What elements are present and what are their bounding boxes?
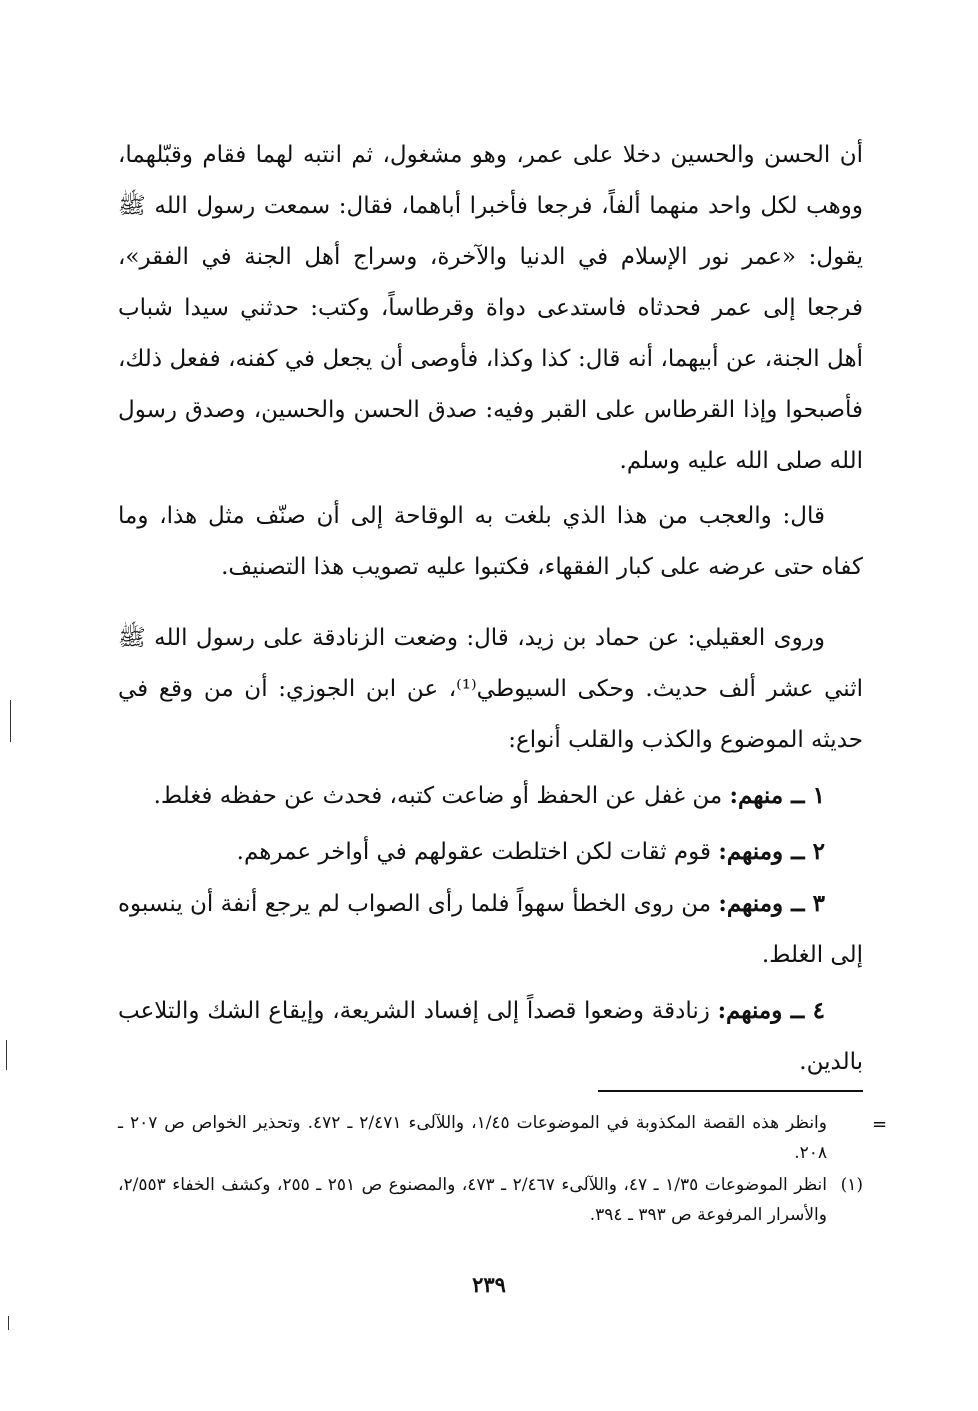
list-item-text: زنادقة وضعوا قصداً إلى إفساد الشريعة، وإيقاع الشك والتلاعب بالدين.: [118, 998, 863, 1075]
list-item-lead: ٢ ــ ومنهم:: [718, 838, 825, 865]
margin-scan-mark: [10, 700, 11, 742]
footnote-continuation-mark: =: [872, 1114, 888, 1135]
list-item-lead: ١ ــ منهم:: [729, 782, 825, 809]
list-item-lead: ٣ ــ ومنهم:: [718, 890, 825, 917]
list-item-1: [118, 770, 863, 822]
list-item-3: [118, 878, 863, 981]
main-text: [118, 130, 863, 1088]
footnotes: [118, 1108, 863, 1232]
footnote-continued-text: وانظر هذه القصة المكذوبة في الموضوعات ١/٤٥، واللآلىء ٢/٤٧١ ـ ٤٧٢. وتحذير الخواص ص ٢٠٧ ـ ٢٠٨.: [118, 1113, 827, 1163]
list-item-lead: ٤ ــ ومنهم:: [717, 997, 825, 1024]
footnote-continued: [118, 1108, 863, 1168]
list-item-text: من غفل عن الحفظ أو ضاعت كتبه، فحدث عن حفظه فغلط.: [153, 783, 730, 809]
paragraph-3: وروى العقيلي: عن حماد بن زيد، قال: وضعت الزنادقة على رسول الله ﷺ اثني عشر ألف حديث. وحكى السيوطي⁽¹⁾، عن ابن الجوزي: أن من وقع في حديثه الموضوع والكذب والقلب أنواع:: [118, 625, 863, 753]
footnote-1-text: انظر الموضوعات ١/٣٥ ـ ٤٧، واللآلىء ٢/٤٦٧ ـ ٤٧٣، والمصنوع ص ٢٥١ ـ ٢٥٥، وكشف الخفاء ٢/٥٥٣، والأسرار المرفوعة ص ٣٩٣ ـ ٣٩٤.: [118, 1175, 828, 1225]
list-item-text: قوم ثقات لكن اختلطت عقولهم في أواخر عمرهم.: [236, 839, 719, 865]
margin-scan-mark: [8, 1316, 9, 1330]
list-item-4: [118, 985, 863, 1088]
footnote-separator: [598, 1090, 863, 1092]
margin-scan-mark: [6, 1040, 7, 1070]
list-item-text: من روى الخطأ سهواً فلما رأى الصواب لم يرجع أنفة أن ينسبوه إلى الغلط.: [118, 891, 863, 968]
paragraph-1: أن الحسن والحسين دخلا على عمر، وهو مشغول، ثم انتبه لهما فقام وقبّلهما، ووهب لكل واحد منهما ألفاً، فرجعا فأخبرا أباهما، فقال: سمعت رسول الله ﷺ يقول: «عمر نور الإسلام في الدنيا والآخرة، وسراج أهل الجنة في الفقر»، فرجعا إلى عمر فحدثاه فاستدعى دواة وقرطاساً، وكتب: حدثني سيدا شباب أهل الجنة، عن أبيهما، أنه قال: كذا وكذا، فأوصى أن يجعل في كفنه، ففعل ذلك، فأصبحوا وإذا القرطاس على القبر وفيه: صدق الحسن والحسين، وصدق رسول الله صلى الله عليه وسلم.: [118, 142, 863, 474]
paragraph-2: قال: والعجب من هذا الذي بلغت به الوقاحة إلى أن صنّف مثل هذا، وما كفاه حتى عرضه على كبار الفقهاء، فكتبوا عليه تصويب هذا التصنيف.: [118, 503, 863, 580]
footnote-1-mark: (١): [840, 1175, 863, 1195]
footnote-1: [118, 1170, 863, 1230]
page-number: ٢٣٩: [472, 1272, 506, 1297]
list-item-2: [118, 826, 863, 878]
